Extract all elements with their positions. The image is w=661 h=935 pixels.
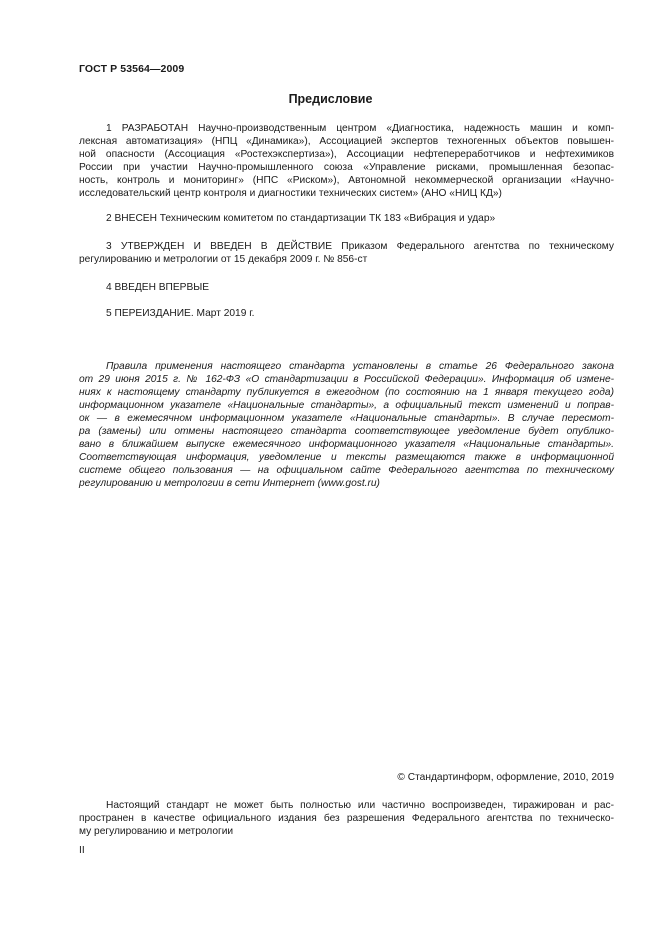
text-line: системе общего пользования — на официальном сайте Федерального агентства по техническому [79, 465, 614, 476]
text-line: ра (замены) или отмены настоящего стандарта соответствующее уведомление будет опублико- [79, 426, 614, 437]
foreword-item-1 [79, 122, 614, 200]
text-line: ность, контроль и мониторинг» (НПС «Риском»), Автономной некоммерческой организации «Научно- [79, 175, 614, 186]
text-line: регулированию и метрологии от 15 декабря 2009 г. № 856-ст [79, 254, 368, 265]
text-line: вано в ближайшем выпуске ежемесячного информационного указателя «Национальные стандарты». [79, 439, 614, 450]
text-line: России при участии Научно-промышленного союза «Управление рисками, промышленная безопас- [79, 162, 614, 173]
text-line: информационном указателе «Национальные стандарты», а официальный текст изменений и поправ- [79, 400, 614, 411]
page-title: Предисловие [288, 92, 373, 106]
text-line: ниях к настоящему стандарту публикуется в ежегодном (по состоянию на 1 января текущего года) [79, 387, 614, 398]
text-line: от 29 июня 2015 г. № 162-ФЗ «О стандартизации в Российской Федерации». Информация об измене- [79, 374, 614, 385]
document-code: ГОСТ Р 53564—2009 [79, 63, 185, 75]
text-line: Правила применения настоящего стандарта установлены в статье 26 Федерального закона [106, 361, 614, 372]
application-notice [79, 360, 614, 490]
foreword-item-5 [79, 307, 614, 320]
page-number: II [79, 845, 85, 856]
foreword-item-3 [79, 240, 614, 266]
text-line: исследовательский центр контроля и диагностики технических систем» (АНО «НИЦ КД») [79, 188, 502, 199]
text-line: Настоящий стандарт не может быть полностью или частично воспроизведен, тиражирован и рас- [106, 800, 614, 811]
text-line: ной опасности (Ассоциация «Ростехэкспертиза»), Ассоциации нефтепереработчиков и нефтехимиков [79, 149, 614, 160]
text-line: регулированию и метрологии в сети Интернет (www.gost.ru) [79, 478, 380, 489]
text-line: Соответствующая информация, уведомление и тексты размещаются также в информационной [79, 452, 614, 463]
text-line: 3 УТВЕРЖДЕН И ВВЕДЕН В ДЕЙСТВИЕ Приказом Федерального агентства по техническому [106, 241, 614, 252]
text-line: 4 ВВЕДЕН ВПЕРВЫЕ [106, 282, 210, 293]
copyright-line: © Стандартинформ, оформление, 2010, 2019 [397, 772, 614, 783]
text-line: 2 ВНЕСЕН Техническим комитетом по стандартизации ТК 183 «Вибрация и удар» [106, 213, 496, 224]
text-line: лексная автоматизация» (НПЦ «Динамика»), Ассоциацией экспертов техногенных объектов повышен- [79, 136, 614, 147]
text-line: 5 ПЕРЕИЗДАНИЕ. Март 2019 г. [106, 308, 255, 319]
foreword-item-2 [79, 212, 614, 225]
foreword-item-4 [79, 281, 614, 294]
text-line: пространен в качестве официального издания без разрешения Федерального агентства по техническо- [79, 813, 614, 824]
text-line: ок — в ежемесячном информационном указателе «Национальные стандарты». В случае пересмот- [79, 413, 614, 424]
reproduction-notice [79, 799, 614, 838]
text-line: 1 РАЗРАБОТАН Научно-производственным центром «Диагностика, надежность машин и комп- [106, 123, 614, 134]
text-line: му регулированию и метрологии [79, 826, 234, 837]
